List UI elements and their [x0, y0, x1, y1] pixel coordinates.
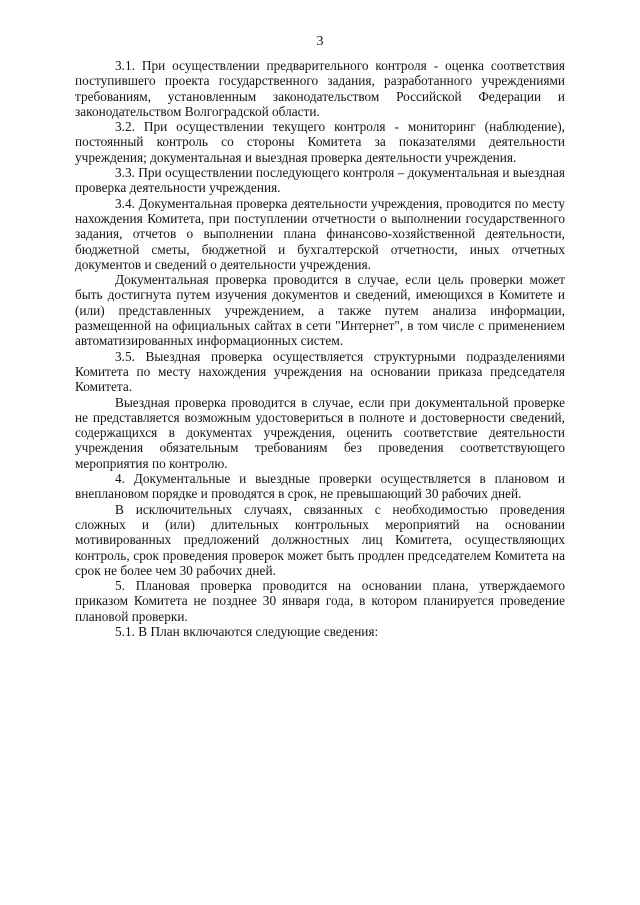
paragraph-field-check: Выездная проверка проводится в случае, если при документальной проверке не представляется возможным удостовериться в полноте и достоверности сведений, содержащихся в документах учреждения, оценить соответствие деятельности учреждения обязательным требованиям без проведения соответствующего мероприятия по контролю. [75, 394, 565, 471]
paragraph-3-1: 3.1. При осуществлении предварительного контроля - оценка соответствия поступившего проекта государственного задания, разработанного учреждениями требованиям, установленным законодательством Российской Федерации и законодательством Волгоградской области. [75, 58, 565, 119]
paragraph-3-2: 3.2. При осуществлении текущего контроля - мониторинг (наблюдение), постоянный контроль со стороны Комитета за показателями деятельности учреждения; документальная и выездная проверка деятельности учреждения. [75, 119, 565, 165]
paragraph-5: 5. Плановая проверка проводится на основании плана, утверждаемого приказом Комитета не позднее 30 января года, в котором планируется проведение плановой проверки. [75, 578, 565, 624]
document-body [75, 58, 565, 639]
paragraph-4: 4. Документальные и выездные проверки осуществляется в плановом и внеплановом порядке и проводятся в срок, не превышающий 30 рабочих дней. [75, 471, 565, 502]
paragraph-5-1: 5.1. В План включаются следующие сведения: [115, 623, 379, 639]
paragraph-exceptional-cases: В исключительных случаях, связанных с необходимостью проведения сложных и (или) длительных контрольных мероприятий на основании мотивированных предложений должностных лиц Комитета, осуществляющих контроль, срок проведения проверок может быть продлен председателем Комитета на срок не более чем 30 рабочих дней. [75, 501, 565, 578]
page-number: 3 [316, 34, 324, 49]
paragraph-3-3: 3.3. При осуществлении последующего контроля – документальная и выездная проверка деятельности учреждения. [75, 165, 565, 196]
paragraph-3-4: 3.4. Документальная проверка деятельности учреждения, проводится по месту нахождения Комитета, при поступлении отчетности о выполнении государственного задания, отчетов о выполнении плана финансово-хозяйственной деятельности, бюджетной сметы, бюджетной и бухгалтерской отчетности, иных отчетных документов и сведений о деятельности учреждения. [75, 195, 565, 272]
paragraph-documentary-check: Документальная проверка проводится в случае, если цель проверки может быть достигнута путем изучения документов и сведений, имеющихся в Комитете и (или) представленных учреждением, а также путем анализа информации, размещенной на официальных сайтах в сети "Интернет", в том числе с применением автоматизированных информационных систем. [75, 272, 565, 349]
paragraph-3-5: 3.5. Выездная проверка осуществляется структурными подразделениями Комитета по месту нахождения учреждения на основании приказа председателя Комитета. [75, 348, 565, 395]
